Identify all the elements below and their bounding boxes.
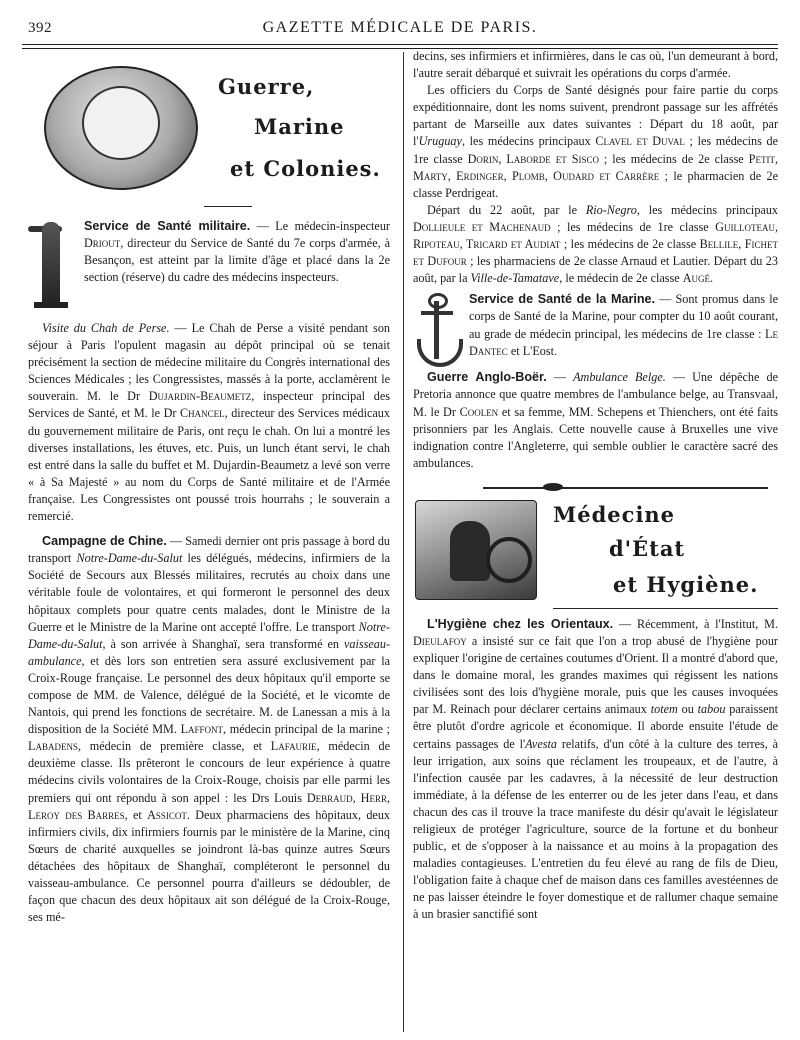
figure-body-icon [42,222,60,306]
service-sante-paragraph [28,214,390,286]
person-name: Augé [682,271,711,286]
text-run: Départ du 22 août, par le [427,202,586,217]
term: vaisseau-ambulance [28,636,390,668]
ship-name: Uruguay [418,134,462,149]
text-run: ; les médecins de 2e classe [560,237,700,252]
left-column [28,54,390,926]
medecine-section-heading [413,500,778,616]
ornamental-divider [413,478,778,496]
person-name: Leroy des Barres [28,807,125,822]
marine-heading: Service de Santé de la Marine. [469,292,656,307]
text-run: ; les médecins de 2e classe [598,151,749,166]
ship-name: Rio-Negro [585,202,637,217]
soldier-figure-icon [28,216,76,312]
header-rule-top [22,44,778,45]
medecine-title-line-1: Médecine [553,501,676,527]
text-run: et L'Eost. [507,343,558,358]
anchor-arms-icon [417,339,463,367]
guerre-title-line-1: Guerre, [218,74,315,99]
hygiene-heading: L'Hygiène chez les Orientaux. [427,616,614,631]
text-run: , médecin de première classe, et [77,739,271,754]
person-name: Laffont [180,722,224,737]
text-run: a insisté sur ce fait que l'on a trop abusé de l'hygiène pour expliquer l'origine de certaines coutumes d'Orient. Il a montré d'abord que, dans le domaine moral, les grandes maximes qui régissent les nations civilisées sont des lois d'hygiène morale, puis que les causes invoquées par M. Reinach pour déclarer certains animaux [413,633,778,717]
right-column [413,48,778,924]
running-title: GAZETTE MÉDICALE DE PARIS. [262,19,538,36]
medecine-title-line-3: et Hygiène. [613,571,759,597]
text-run: , inspecteur principal des Services de Santé, et M. le Dr [28,389,391,421]
text-run: ; les médecins de 1re classe [550,219,716,234]
chah-heading: Visite du Chah de Perse. [42,321,170,335]
term: Avesta [525,736,557,751]
text-run: — Le Chah de Perse a visité pendant son séjour à Paris l'opulent magasin au dépôt principal où se tenait précisément la section de médecine militaire du Congrès international des Sciences Médicales ; les Congressistes, massés à la porte, acclamèrent le souverain. M. le Dr [28,321,391,404]
emblem-shield-icon [82,86,160,160]
anglo-heading: Guerre Anglo-Boër. [427,370,547,385]
article-officiers-expedition [413,82,778,202]
text-run: ; le pharmacien de 2e classe Perdrigeat. [413,168,778,200]
guerre-heading-rule [204,206,252,207]
person-name: Lafaurie [270,739,317,754]
text-run: , [386,790,390,805]
person-name: Driout [84,236,121,251]
bearded-figure-icon [450,521,490,581]
military-trophy-emblem [30,56,212,204]
article-service-sante-militaire [28,214,390,312]
figure-base-icon [34,302,68,308]
text-run: . Deux pharmaciens des hôpitaux, deux infirmiers civils, dix infirmiers fournis par le ministère de la Marine, cinq Sœurs de charité auxquelles se joindront là-bas quinze autres Sœurs détachées des hôpitaux de Shanghaï, compléteront le personnel du vaisseau-ambulance. Ce personnel pourra d'ailleurs se dédoubler, de façon que chacun des deux hôpitaux ait son délégué de la Croix-Rouge, ses mé- [28,807,391,925]
medecine-heading-rule [553,608,778,609]
service-sante-heading: Service de Santé militaire. [84,219,251,233]
text-run: — Samedi dernier ont pris passage à bord du transport [28,534,391,566]
divider-ornament-icon [543,483,563,491]
guerre-title-line-2: Marine [254,114,345,139]
text-run: et sa femme, MM. Schepens et Thienchers, ont été faits prisonniers par les Anglais. Cette nouvelle cause à Bruxelles une vive indignation contre l'Angleterre, qui semble oublier le caractère sacré des ambulances. [413,404,779,470]
text-run: les délégués, médecins, infirmiers de la Société de Secours aux Blessés militaires, recrutés au choix dans une véritable foule de volontaires, et qui formeront le personnel des deux hôpitaux complets pour quatre cents malades, dont le Ministre de la Guerre et le Ministre de la Marine ont accepté l'offre. Le transport [28,551,391,634]
person-name: Dujardin-Beaumetz [148,389,252,404]
medecine-title-line-2: d'État [609,535,686,561]
marine-paragraph [413,291,778,359]
person-names: Dorin, Laborde et Sisco [467,151,599,166]
wheel-icon [486,537,532,583]
term: tabou [697,702,726,717]
text-run: , les médecins principaux [636,202,779,217]
person-name: Dieulafoy [413,633,467,648]
text-run: — Sont promus dans le corps de Santé de la Marine, pour compter du 10 août courant, au grade de médecin principal, les médecins de 1re classe : [469,292,778,341]
divider-line [483,487,768,489]
person-names: Guilloteau, Ripoteau, Tricard et Audiat [413,219,778,252]
chine-continuation: decins, ses infirmiers et infirmières, dans le cas où, l'un demeurant à bord, l'autre serait débarqué et suivrait les opérations du corps d'armée. [413,49,778,81]
person-names: Bellile, Fichet et Dufour [413,237,778,269]
person-name: Debraud [306,790,353,805]
text-run: ; les médecins de 1re classe [413,134,779,166]
text-run: relatifs, d'un côté à la culture des terres, à leur irrigation, aux soins que réclament les troupeaux, et de l'autre, à l'infection causée par les cadavres, à la nécessité de leur destruction immédiate, à la défense de les enterrer ou de les jeter dans l'eau, et dans chacun des cas il trouve la trace manifeste du désir qu'avait le législateur religieux de protéger l'agriculture, source de la fortune et du bonheur public, et de s'opposer à la naissance et au moins à la propagation des maladies contagieuses. L'entretien du feu élevé au rang de fils de Dieu, l'obligation faite à chaque chef de maison dans ces familles avestéennes de ne pas laisser éteindre le foyer domestique et de rallumer chaque semaine à un brasier sanctifié sont [413,736,779,922]
text-run: , directeur des Services médicaux du gouvernement militaire de Paris, ont reçu le chah. On lui a montré les diverses installations, les étuves, etc. Puis, un lunch étant servi, le chah est entré dans la salle du buffet et M. Dujardin-Beaumetz a levé son verre « à Sa Majesté » au nom du Corps de Santé militaire et de l'Armée française. Les Congressistes ont poussé trois hourrahs ; le souverain a remercié. [28,406,390,524]
article-depart-22-aout [413,202,778,287]
spacer [28,525,390,533]
guerre-section-heading [28,54,390,214]
text-run: , et [124,807,148,822]
allegorical-vignette [415,500,537,600]
person-names: Petit, Marty, Erdinger, Plomb, Oudard et Carrère [413,151,778,183]
text-run: — Le médecin-inspecteur [250,219,390,233]
person-name: Chancel [179,406,225,421]
term: totem [650,702,678,717]
article-hygiene-orientaux [413,616,778,924]
person-names: Dollieule et Machenaud [413,219,551,234]
article-chah-perse [28,320,390,525]
column-divider [403,52,404,1032]
anglo-subheading: Ambulance Belge. [573,370,666,385]
text-run: Les officiers du Corps de Santé désignés pour faire partie du corps expéditionnaire, dont les noms suivent, prendront passage sur les affrétés partant de Marseille aux dates suivantes : Départ du 18 août, par l' [413,83,778,149]
text-run: , le médecin de 2e classe [559,271,683,286]
anchor-icon [413,293,461,369]
page-header [22,16,778,42]
article-campagne-chine [28,533,390,926]
text-run: ou [677,702,698,717]
person-names: Clavel et Duval [595,134,685,149]
text-run: , à son arrivée à Shanghaï, sera transformé en [102,636,344,651]
text-run: , directeur du Service de Santé du 7e corps d'armée, à Besançon, est atteint par la limite d'âge et placé dans la 2e section (réserve) du cadre des médecins inspecteurs. [84,236,390,285]
article-guerre-anglo-boer: Guerre Anglo-Boër. — Ambulance Belge. — Une dépêche de Pretoria annonce que quatre membres de l'ambulance belge, au Transvaal, M. le Dr Coolen et sa femme, MM. Schepens et Thienchers, ont été faits prisonniers par les Anglais. Cette nouvelle cause à Bruxelles une vive indignation contre l'Angleterre, qui semble oublier le caractère sacré des ambulances. [413,370,779,470]
spacer [28,312,390,320]
ship-name: Notre-Dame-du-Salut [76,551,183,566]
text-run: , médecin principal de la marine ; [223,722,391,737]
ship-name: Ville-de-Tamatave [470,271,560,286]
guerre-title-line-3: et Colonies. [230,156,381,181]
person-name: Herr [360,790,387,805]
person-name: Assicot [147,807,187,822]
text-run: — Une dépêche de Pretoria annonce que quatre membres de l'ambulance belge, au Transvaal, M. le Dr [413,370,778,419]
person-name: Coolen [459,404,499,419]
text-run: . [710,271,714,286]
text-run: — Récemment, à l'Institut, M. [613,616,778,631]
ship-name: Notre-Dame-du-Salut [28,619,390,651]
text-run: , [352,790,361,805]
text-run: ; les pharmaciens de 2e classe Arnaud et Lautier. Départ du 23 août, par la [413,254,778,286]
person-name: Labadens [28,739,78,754]
text-run: , médecin de deuxième classe. Ils prêteront le concours de leur expérience à quatre médecins civils volontaires de la Croix-Rouge, choisis par elle parmi les premiers qui ont répondu à son appel : les Drs Louis [28,739,390,805]
chine-heading: Campagne de Chine. [42,534,167,549]
person-name: Le Dantec [469,326,778,358]
text-run: , et dès lors son entretien sera assuré exclusivement par la Croix-Rouge française. Le personnel des deux hôpitaux qu'il emporte se compose de MM. de Valence, délégué de la Société, et le vicomte de Nantois, qui prend les fonctions de secrétaire. M. de Lanessan a mis à la disposition de la Société MM. [28,653,390,737]
page-number: 392 [28,20,52,36]
text-run: paraissent être plutôt d'ordre agricole et économique. Il aborde ensuite l'étude de certains passages de l' [413,702,779,751]
article-service-sante-marine [413,291,778,369]
text-run: , les médecins principaux [461,134,596,149]
